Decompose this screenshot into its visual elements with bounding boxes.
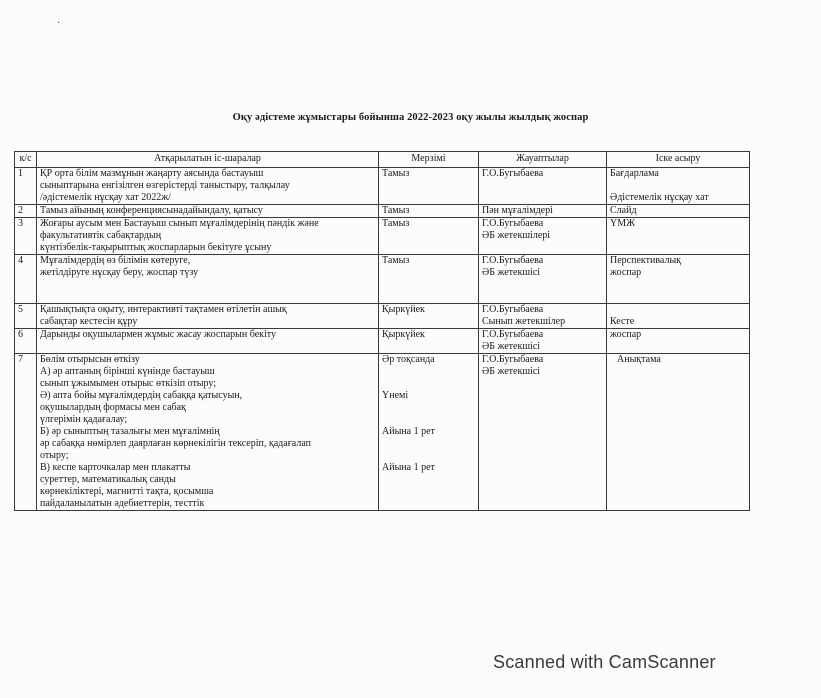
row-event — [37, 304, 379, 329]
row-event — [37, 205, 379, 218]
responsible-line: ӘБ жетекшісі — [482, 341, 541, 352]
row-responsible — [479, 255, 607, 304]
row-responsible — [479, 168, 607, 205]
term-line: Айына 1 рет — [382, 462, 435, 473]
event-line: Тамыз айының конференциясынадайындалу, қатысу — [40, 205, 263, 216]
event-line: Бөлім отырысын өткізу — [40, 354, 140, 365]
term-line: Үнемі — [382, 390, 409, 401]
implementation-line: Перспективалық — [610, 255, 682, 266]
responsible-line: Г.О.Бугыбаева — [482, 218, 544, 229]
event-line: Ә) апта бойы мұғалімдердің сабаққа қатысуын, — [40, 390, 243, 401]
event-line: сабақтар кестесін құру — [40, 316, 138, 327]
event-line: Жоғары аусым мен Бастауыш сынып мұғалімдерінің пәндік және — [40, 218, 319, 229]
table-row — [15, 304, 750, 329]
table-row — [15, 255, 750, 304]
event-line: үлгерімін қадағалау; — [40, 414, 128, 425]
event-line: Б) әр сыныптың тазалығы мен мұғалімнің — [40, 426, 220, 437]
row-implementation — [607, 218, 750, 255]
row-responsible — [479, 354, 607, 511]
table-row — [15, 329, 750, 354]
row-term: Қыркүйек — [379, 304, 479, 329]
row-implementation — [607, 354, 750, 511]
row-event — [37, 255, 379, 304]
event-line: сыныптарына енгізілген өзгерістерді таныстыру, талқылау — [40, 180, 290, 191]
responsible-line: ӘБ жетекшісі — [482, 267, 541, 278]
event-line: отыру; — [40, 450, 69, 461]
table-header-row — [15, 152, 750, 168]
event-line: Мұғалімдердің өз білімін көтеруге, — [40, 255, 191, 266]
row-term: Тамыз — [379, 205, 479, 218]
row-no: 3 — [15, 218, 37, 255]
event-line: ҚР орта білім мазмұнын жаңарту аясында бастауыш — [40, 168, 264, 179]
row-event — [37, 329, 379, 354]
row-implementation — [607, 255, 750, 304]
table-row — [15, 218, 750, 255]
event-line: жетілдіруге нұсқау беру, жоспар түзу — [40, 267, 199, 278]
row-no: 4 — [15, 255, 37, 304]
implementation-line: ҮМЖ — [610, 218, 636, 229]
header-responsible: Жауаптылар — [479, 152, 607, 168]
event-line: күнтізбелік-тақырыптық жоспарларын бекітуге ұсыну — [40, 242, 272, 253]
row-implementation — [607, 329, 750, 354]
term-line: Әр тоқсанда — [382, 354, 435, 365]
responsible-line: Пән мұғалімдері — [482, 205, 553, 216]
header-event: Атқарылатын іс-шаралар — [37, 152, 379, 168]
table-row — [15, 205, 750, 218]
row-no: 5 — [15, 304, 37, 329]
implementation-line: Анықтама — [617, 354, 661, 365]
table-row — [15, 354, 750, 511]
responsible-line: Г.О.Бугыбаева — [482, 304, 544, 315]
implementation-line: Бағдарлама — [610, 168, 659, 179]
responsible-line: Г.О.Бугыбаева — [482, 168, 544, 179]
responsible-line: Г.О.Бугыбаева — [482, 354, 544, 365]
row-implementation — [607, 304, 750, 329]
event-line: А) әр аптаның бірінші күнінде бастауыш — [40, 366, 215, 377]
implementation-line: Слайд — [610, 205, 637, 216]
row-event — [37, 168, 379, 205]
event-line: суреттер, математикалық санды — [40, 474, 176, 485]
implementation-line: жоспар — [610, 329, 642, 340]
event-line: В) кеспе карточкалар мен плакатты — [40, 462, 191, 473]
row-no: 1 — [15, 168, 37, 205]
row-responsible — [479, 218, 607, 255]
row-implementation — [607, 168, 750, 205]
row-no: 6 — [15, 329, 37, 354]
responsible-line: ӘБ жетекшілері — [482, 230, 551, 241]
table-row — [15, 168, 750, 205]
row-responsible — [479, 329, 607, 354]
responsible-line: Г.О.Бугыбаева — [482, 255, 544, 266]
plan-table — [14, 151, 750, 511]
row-event — [37, 354, 379, 511]
responsible-line: Сынып жетекшілер — [482, 316, 566, 327]
header-no: к/с — [15, 152, 37, 168]
document-title: Оқу әдістеме жұмыстары бойынша 2022-2023 оқу жылы жылдық жоспар — [232, 112, 589, 123]
event-line: пайдаланылатын әдебиеттерін, тесттік — [40, 498, 205, 509]
row-responsible — [479, 304, 607, 329]
row-no: 7 — [15, 354, 37, 511]
header-implementation: Іске асыру — [607, 152, 750, 168]
event-line: Қашықтықта оқыту, интерактивті тақтамен өтілетін ашық — [40, 304, 287, 315]
term-line: Айына 1 рет — [382, 426, 435, 437]
implementation-line: Кесте — [610, 316, 635, 327]
event-line: факультативтік сабақтардың — [40, 230, 162, 241]
row-term: Тамыз — [379, 168, 479, 205]
responsible-line: Г.О.Бугыбаева — [482, 329, 544, 340]
row-term: Тамыз — [379, 255, 479, 304]
event-line: Дарынды оқушылармен жұмыс жасау жоспарын бекіту — [40, 329, 277, 340]
row-implementation — [607, 205, 750, 218]
scan-dot-mark: · — [57, 18, 61, 29]
camscanner-watermark: Scanned with CamScanner — [493, 652, 716, 672]
row-term: Қыркүйек — [379, 329, 479, 354]
event-line: сынып ұжымымен отырыс өткізіп отыру; — [40, 378, 217, 389]
row-term — [379, 354, 479, 511]
responsible-line: ӘБ жетекшісі — [482, 366, 541, 377]
implementation-line: жоспар — [610, 267, 642, 278]
row-event — [37, 218, 379, 255]
event-line: әр сабаққа нөмірлеп даярлаған көрнекілігін тексеріп, қадағалап — [40, 438, 311, 449]
event-line: /әдістемелік нұсқау хат 2022ж/ — [40, 192, 171, 203]
header-term: Мерзімі — [379, 152, 479, 168]
row-term: Тамыз — [379, 218, 479, 255]
event-line: көрнекіліктері, магнитті тақта, қосымша — [40, 486, 214, 497]
row-responsible — [479, 205, 607, 218]
event-line: оқушылардың формасы мен сабақ — [40, 402, 186, 413]
implementation-line: Әдістемелік нұсқау хат — [610, 192, 709, 203]
row-no: 2 — [15, 205, 37, 218]
